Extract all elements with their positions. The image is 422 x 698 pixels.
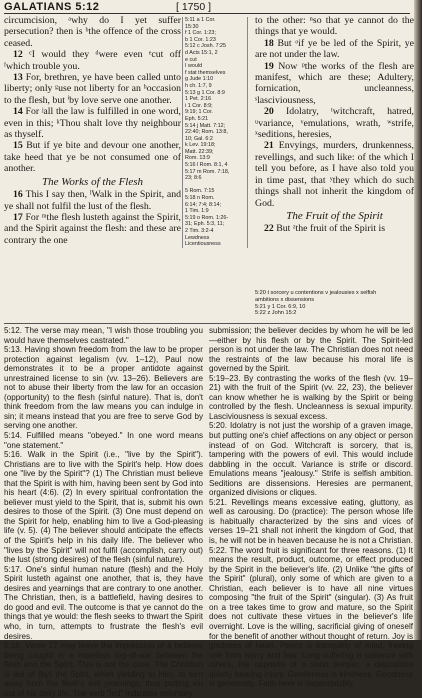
verse (4, 140, 181, 174)
verse-text: Now ᵖthe works of the flesh are manifest, which are these; Adultery, fornication, uncleanness, ˢlasciviousness, (255, 60, 414, 106)
verse (255, 106, 414, 140)
verse (4, 106, 181, 140)
scripture-column-right (255, 15, 414, 235)
cross-reference: 5 Rom. 7:15 (185, 188, 215, 195)
cross-reference: d Acts 15:1, 2 (185, 49, 218, 56)
verse-text: But if ye bite and devour one another, take heed that ye be not consumed one of another. (4, 140, 181, 175)
study-note: 5:21. Revellings means excessive eating, gluttony, as well as carousing. Do (practice): The person whose life is habitually characterized by the sins and vices of verses 19–21 shall not inherit the kingdom of God, that is, he will not be in heaven because he is not a Christian. (209, 497, 413, 546)
cross-reference: 5:16 l Rom. 8:1, 4 (185, 162, 228, 169)
verse-number: 12 (13, 49, 30, 61)
cross-reference: 5:13 g 1 Cor. 8:9 (185, 89, 225, 96)
footnote: ambitions x dissensions (255, 296, 315, 303)
verse-text: But ᶻthe fruit of the Spirit is (276, 223, 386, 235)
verse-number: 13 (13, 72, 26, 84)
cross-reference: 2 Tim. 3:2-4 (185, 228, 214, 234)
study-notes-right (209, 326, 413, 689)
study-note: 5:14. Fulfilled means "obeyed." In one word means "one statement." (4, 431, 203, 450)
page-header (4, 1, 412, 13)
verse-number: 14 (13, 106, 26, 118)
translation-footnotes (255, 290, 415, 317)
cross-reference: Eph. 5:21 (185, 115, 209, 122)
study-notes-left (4, 326, 203, 698)
book-chapter-heading: GALATIANS 5:12 (4, 1, 100, 13)
cross-reference: 9:19; 1 Cor. (185, 109, 213, 116)
verse (255, 61, 414, 107)
study-note: 5:12. The verse may mean, "I wish those troubling you would have themselves castrated." (4, 326, 203, 345)
verse-text: For ᵐthe flesh lusteth against the Spirit, and the Spirit against the flesh: and these are contrary the one (4, 211, 182, 246)
verse-number: 16 (13, 189, 26, 201)
cross-reference: Rom. 13:9 (185, 155, 210, 162)
cross-reference: 15:30 (185, 23, 199, 30)
verse-text: For ʲall the law is fulfilled in one word, even in this; ᵏThou shalt love thy neighbour as thyself. (4, 106, 181, 141)
verse-number: 22 (264, 223, 277, 235)
verse-number: 18 (264, 37, 278, 49)
study-note: 5:18. Verse 17 may leave the impression of a believer being caught in a hopeless tug-of-war between the flesh and the Spirit. This is not the case: The Christian is led of (by) the Spirit, when yielding to Him, to turn away from the flesh's evil yearnings, thus putting sin out of his daily life. The verb "led" indicates voluntary (4, 641, 203, 698)
verse-text: Idolatry, ᵗwitchcraft, hatred, ᵘvariance, ᵛemulations, wrath, ʷstrife, ˣseditions, heresies, (255, 106, 414, 141)
verse (255, 15, 414, 38)
verse-number: 15 (13, 140, 27, 152)
header-rule (4, 13, 410, 14)
cross-reference: Lewdness (185, 234, 210, 241)
cross-reference: 5:17 m Rom. 7:18, (185, 168, 230, 175)
cross-reference: 22:40; Rom. 13:8, (185, 129, 228, 136)
cross-reference: 10; Gal. 6:2 (185, 135, 213, 142)
section-heading: The Fruit of the Spirit (286, 209, 383, 222)
footnote: 5:20 t sorcery u contentions v jealousies x selfish (255, 290, 377, 296)
cross-reference: 6:14; 7:4; 8:14; (185, 201, 221, 208)
verse (255, 140, 414, 208)
verse (4, 212, 181, 246)
verse-number: 21 (264, 140, 279, 152)
page-number: [ 1750 ] (176, 1, 212, 13)
cross-reference: k Lev. 19:18; (185, 142, 216, 149)
verse-text: circumcision, ᵃwhy do I yet suffer persecution? then is ᵇthe offence of the cross ceased. (4, 15, 181, 49)
study-note: 5:17. One's sinful human nature (flesh) and the Holy Spirit lusteth against one another, that is, they have desires and yearnings that are contrary to one another. The Christian, then, is a battlefield, having desires to do good and evil. The outcome is that ye cannot do the things that ye would: the flesh seeks to thwart the Spirit who, in turn, attempts to frustrate the flesh's evil desires. (4, 564, 203, 641)
text-notes-divider (4, 323, 410, 324)
cross-reference: h ch. 1:7, 9 (185, 82, 212, 89)
study-note: 5:13. Having shown freedom from the law to be proper protection against legalism (vv. 1–12), Paul now demonstrates it to be a proper antidote against unrestrained license to sin (vv. 13–26). Believers are not to abuse their liberty from the law for an occasion (opportunity) to the flesh (sinful nature). That is, don't think freedom from the law means you can indulge in sin; it means instead that you are free to serve God by serving one another. (4, 345, 203, 431)
cross-reference: 5:11 a 1 Cor. (185, 17, 216, 23)
footnote: 5:22 z John 15:2 (255, 310, 297, 317)
footnote: 5:21 y 1 Cor. 6:9, 10 (255, 303, 306, 310)
verse (255, 223, 414, 234)
verse-text: ᶜI would they ᵈwere even ᵉcut off ᶠwhich trouble you. (4, 49, 182, 72)
study-note: 5:16. Walk in the Spirit (i.e., "live by the Spirit"). Christians are to live with the Spirit's help. How does one "live by the Spirit"? (1) The Christian must believe that the Spirit is with him, having been sent by God into his heart (4:6). (2) In every spiritual confrontation the believer must yield to the Spirit, that is, submit his own desires to those of the Spirit. (3) One must depend on the Spirit for help, enabling him to live a God-pleasing life (v. 5). (4) The believer should anticipate the effects of the Spirit's help in his daily life. The believer who "lives by the Spirit" will not fulfil (accomplish, carry out) the lust (strong desires) of the flesh (sinful nature). (4, 450, 203, 565)
study-note: 5:20. Idolatry is not just the worship of a graven image, but putting one's chief affections on any object or person instead of on God. Witchcraft is sorcery, that is, tampering with the powers of evil. This would include dabbling in the occult. Variance is strife or discord. Emulations means "jealousy." Strife is selfish ambition. Seditions are dissensions. Heresies are permanent, organized divisions or cliques. (209, 421, 413, 498)
cross-reference: b 1 Cor. 1:23 (185, 36, 216, 43)
study-note: 5:19–23. By contrasting the works of the flesh (vv. 19–21) with the fruit of the Spirit (vv. 22, 23), the believer can know whether he is walking by the Spirit or being controlled by the flesh. Uncleanness is sexual impurity. Lasciviousness is sexual excess. (209, 373, 413, 421)
cross-reference (185, 182, 245, 189)
scripture-column-left (4, 15, 181, 246)
verse (4, 189, 181, 212)
cross-reference: I would (185, 63, 203, 70)
cross-reference: f 1 Cor. 1:23; (185, 30, 216, 37)
verse-number: 20 (264, 106, 286, 118)
cross-reference: e cut (185, 56, 197, 63)
section-heading: The Works of the Flesh (41, 175, 144, 188)
verse-text: This I say then, ˡWalk in the Spirit, and ye shall not fulfil the lust of the flesh. (4, 189, 181, 212)
cross-reference: 31; Eph. 5:3, 11; (185, 221, 225, 228)
cross-reference: Matt. 22:39; (185, 148, 214, 155)
study-note: 5:22. The word fruit is significant for three reasons. (1) It means the result, product, outcome, or effect produced by the Spirit in the believer's life. (2) Unlike "the gifts of the Spirit" (plural), only some of which are given to a Christian, each believer is to have all nine virtues composing "the fruit of the Spirit" (singular). (3) As fruit on a tree takes time to grow and mature, so the Spirit does not cultivate these virtues in the believer's life overnight. Love is the willing, sacrificial giving of oneself for the benefit of another without thought of return. Joy is gladness of heart. Peace is tranquility of mind, freeing one from worry and fear. Long-suffering is patience with others, the opposite of a short temper, a disposition quietly bearing injury. Gentleness is kindness. Goodness is generosity. Faith here is dependability. (209, 545, 413, 689)
cross-reference: 5:18 n Rom. (185, 195, 215, 202)
verse (255, 38, 414, 61)
verse-text: to the other: ⁿso that ye cannot do the things that ye would. (255, 15, 414, 38)
verse (4, 15, 181, 49)
cross-reference: 5:14 j Matt. 7:12; (185, 122, 226, 129)
verse-number: 19 (264, 60, 279, 72)
verse-text: But ᵒif ye be led of the Spirit, ye are not under the law. (255, 37, 414, 61)
verse (4, 72, 181, 106)
cross-reference: 5:19 o Rom. 1:26- (185, 214, 229, 221)
verse-text: Envyings, murders, drunkenness, revellings, and such like: of the which I tell you before, as I have also told you in time past, that ʸthey which do such things shall not inherit the kingdom of God. (255, 140, 414, 209)
verse (4, 49, 181, 72)
cross-reference: Licentiousness (185, 241, 221, 248)
study-note: submission; the believer decides by whom he will be led—either by his flesh or by the Spirit. The Spirit-led person is not under the law. The Christian does not need the restraints of the law because his moral life is governed by the Spirit. (209, 326, 413, 374)
cross-reference: 1 Tim. 1:9 (185, 208, 209, 215)
cross-reference: g Jude 1:10 (185, 76, 214, 83)
verse-text: For, brethren, ye have been called unto liberty; only ᵍuse not liberty for an ʰoccasion to the flesh, but ⁱby love serve one another. (4, 72, 181, 106)
page-edge-shadow (414, 0, 422, 640)
cross-reference: 1 Pet. 2:16 (185, 96, 212, 103)
cross-reference: i 1 Cor. 8:9; (185, 102, 213, 109)
cross-reference: 5:12 c Josh. 7:25 (185, 43, 227, 50)
cross-reference-column (182, 17, 248, 248)
cross-reference: f stat themselves (185, 69, 226, 76)
cross-reference: 23; 8:6 (185, 175, 202, 182)
verse-number: 17 (13, 211, 26, 223)
